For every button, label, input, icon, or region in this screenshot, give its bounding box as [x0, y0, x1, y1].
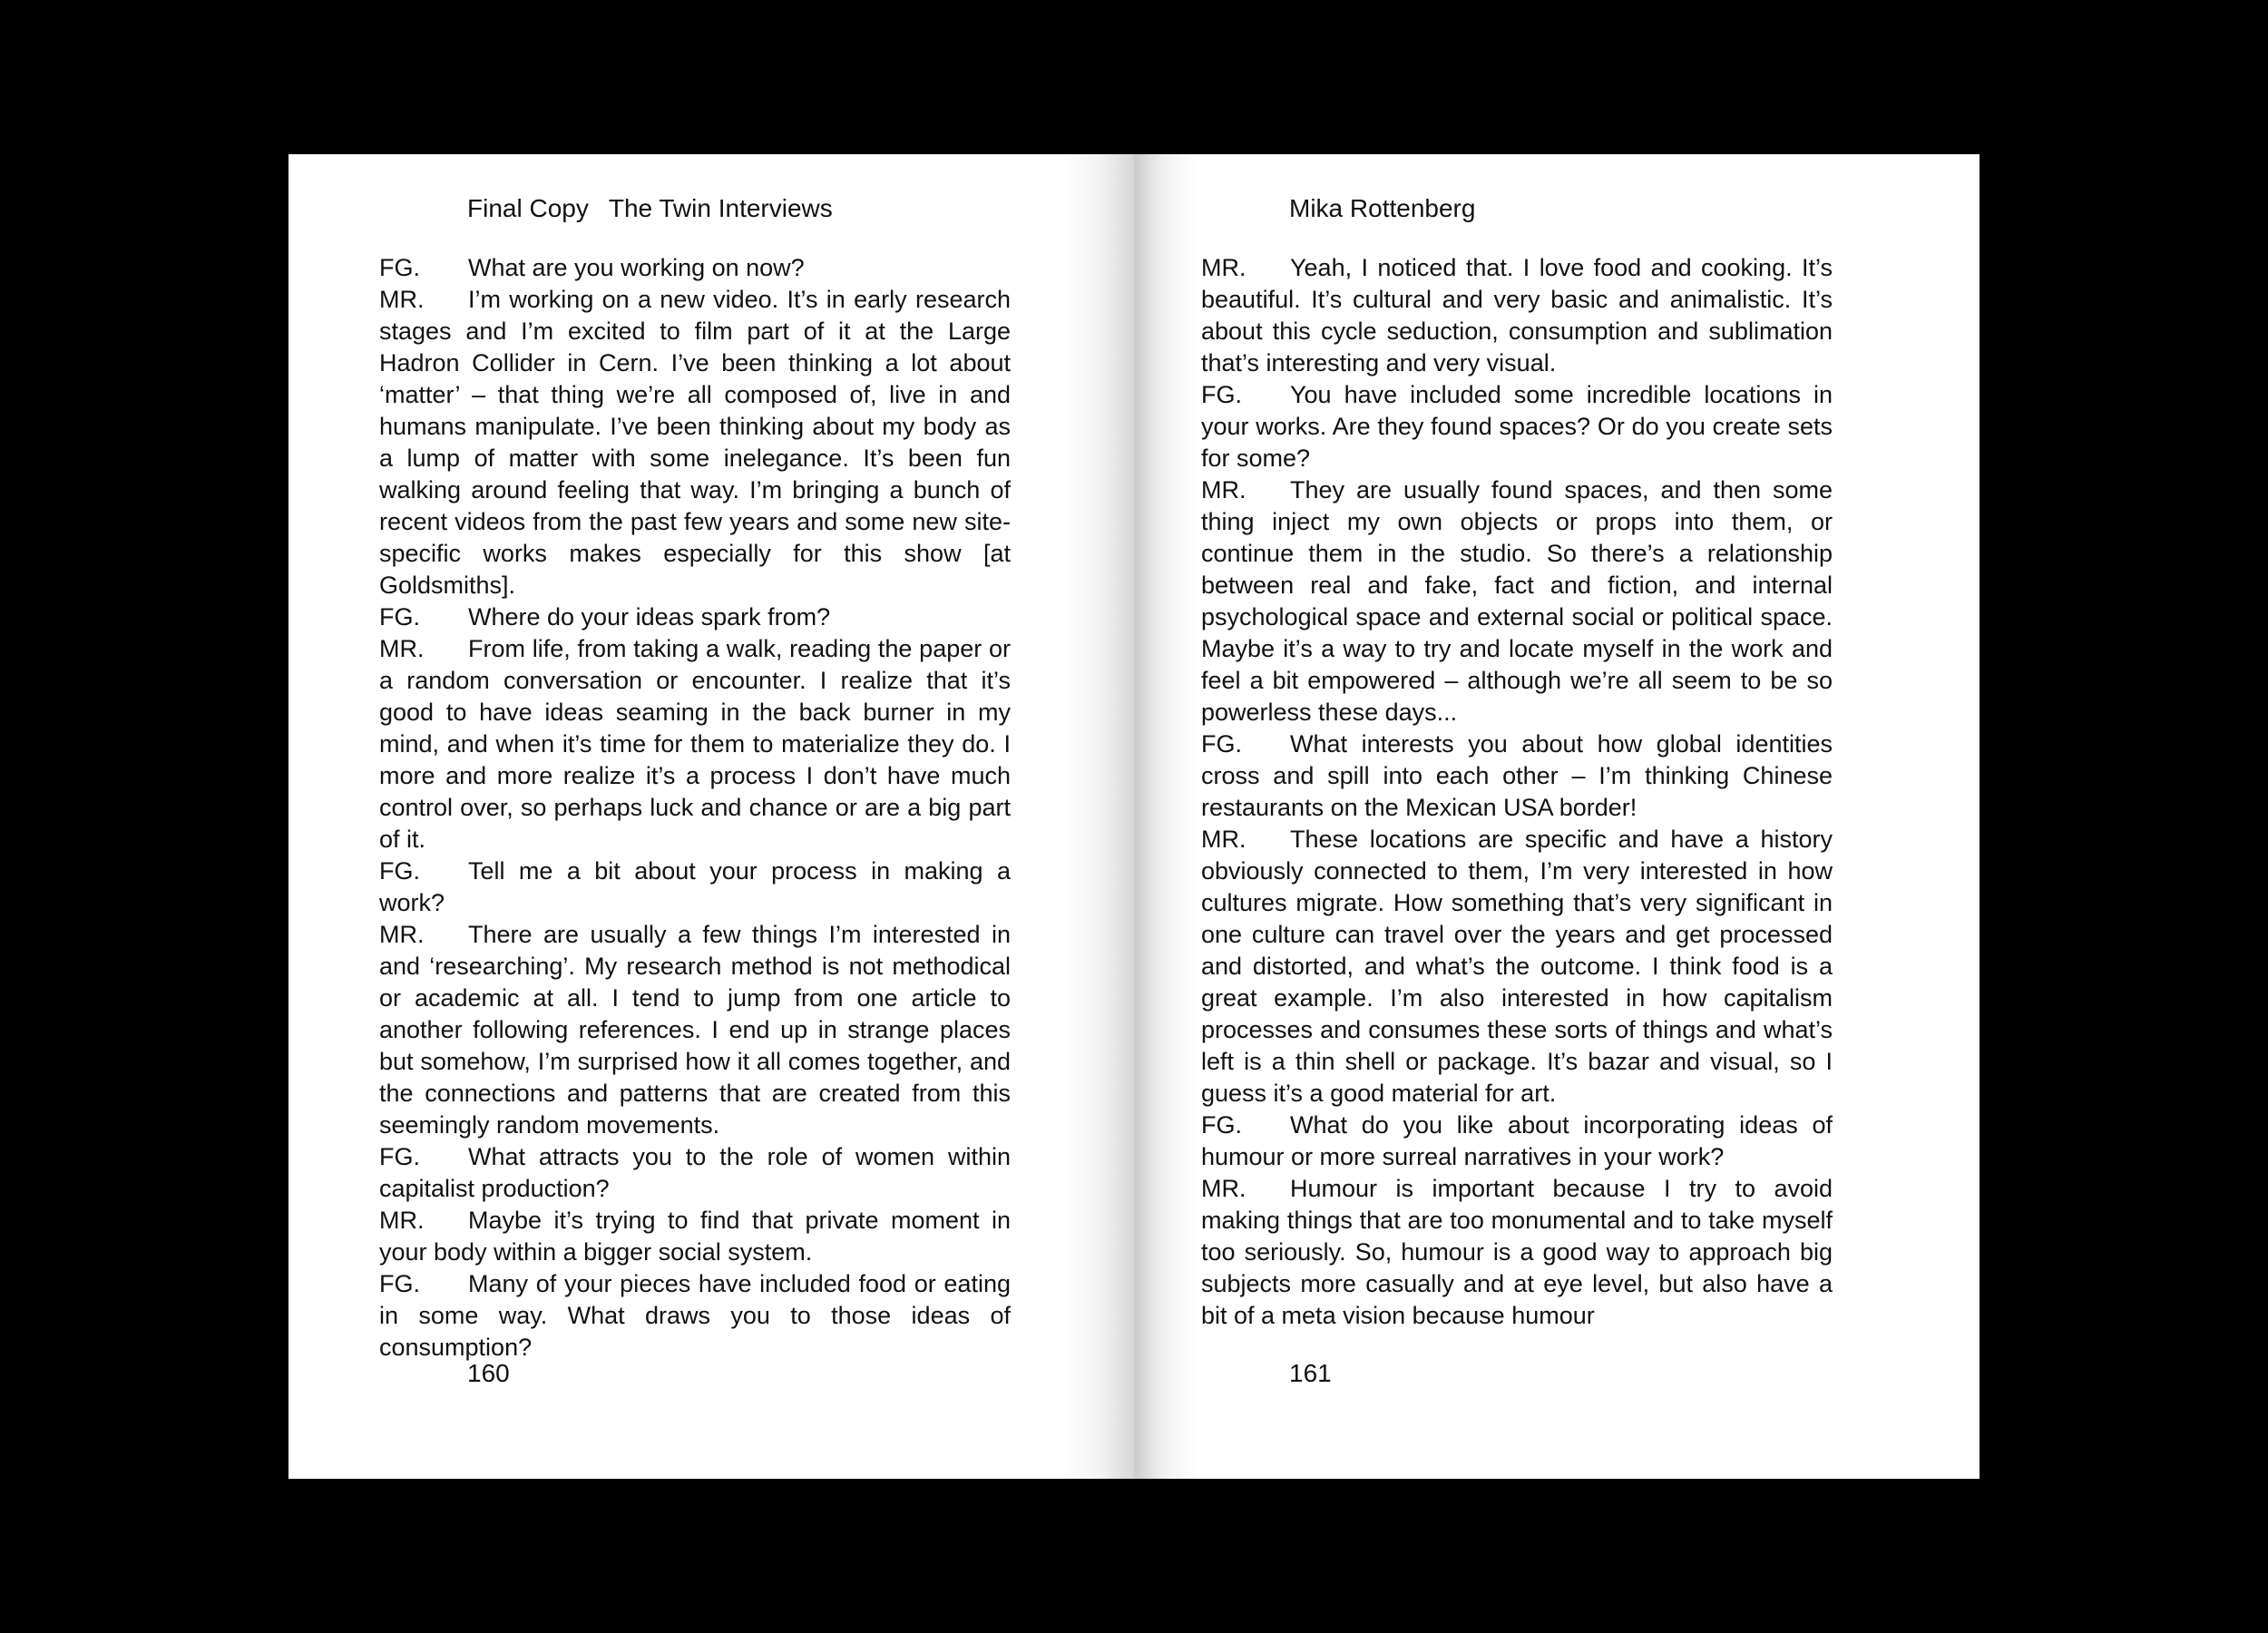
entry-text: What do you like about incorporating ideas of humour or more surreal narratives in your work? [1201, 1111, 1833, 1170]
interview-entry [1201, 1173, 1833, 1332]
entry-text: There are usually a few things I’m interested in and ‘researching’. My research method is not methodical or academic at all. I tend to jump from one article to another following references. I end up in strange places but somehow, I’m surprised how it all comes together, and the connections and patterns that are created from this seemingly random movements. [379, 921, 1011, 1139]
running-head-left [467, 192, 833, 225]
section-title: The Twin Interviews [608, 194, 833, 222]
entry-text: What are you working on now? [468, 254, 805, 281]
interview-entry [379, 284, 1011, 601]
interview-entry [1201, 1110, 1833, 1173]
book-spread [288, 154, 1980, 1479]
interview-text-left [379, 252, 1011, 1364]
running-head-right [1289, 192, 1475, 225]
left-page [288, 154, 1134, 1479]
speaker-label: FG. [1201, 730, 1242, 758]
speaker-label: MR. [1201, 1175, 1246, 1202]
entry-text: They are usually found spaces, and then some thing inject my own objects or props into them, or continue them in the studio. So there’s a relationship between real and fake, fact and fiction, and internal psychological space and external social or political space. Maybe it’s a way to try and locate myself in the work and feel a bit empowered – although we’re all seem to be so powerless these days... [1201, 476, 1833, 726]
entry-text: Yeah, I noticed that. I love food and cooking. It’s beautiful. It’s cultural and very basic and animalistic. It’s about this cycle seduction, consumption and sublimation that’s interesting and very visual. [1201, 254, 1833, 376]
interview-entry [1201, 252, 1833, 379]
entry-text: What attracts you to the role of women within capitalist production? [379, 1143, 1011, 1202]
entry-text: Tell me a bit about your process in making a work? [379, 857, 1011, 916]
speaker-label: MR. [379, 1207, 425, 1234]
interview-entry [379, 633, 1011, 856]
interview-entry [379, 252, 1011, 284]
speaker-label: FG. [379, 254, 420, 281]
speaker-label: MR. [379, 921, 425, 948]
speaker-label: FG. [379, 857, 420, 885]
interview-entry [379, 1141, 1011, 1205]
speaker-label: FG. [379, 1270, 420, 1297]
interview-entry [1201, 474, 1833, 728]
interview-entry [1201, 728, 1833, 824]
entry-text: From life, from taking a walk, reading the paper or a random conversation or encounter. I realize that it’s good to have ideas seaming in the back burner in my mind, and when it’s time for them to materialize they do. I more and more realize it’s a process I don’t have much control over, so perhaps luck and chance or are a big part of it. [379, 635, 1011, 853]
speaker-label: MR. [1201, 826, 1246, 853]
page-number: 161 [1289, 1359, 1332, 1387]
entry-text: I’m working on a new video. It’s in early research stages and I’m excited to film part of it at the Large Hadron Collider in Cern. I’ve been thinking a lot about ‘matter’ – that thing we’re all composed of, live in and humans manipulate. I’ve been thinking about my body as a lump of matter with some inelegance. It’s been fun walking around feeling that way. I’m bringing a bunch of recent videos from the past few years and some new site-specific works makes especially for this show [at Goldsmiths]. [379, 286, 1011, 599]
page-number: 160 [467, 1359, 510, 1387]
interview-entry [379, 601, 1011, 633]
speaker-label: FG. [1201, 1111, 1242, 1139]
interview-entry [1201, 824, 1833, 1110]
entry-text: These locations are specific and have a history obviously connected to them, I’m very interested in how cultures migrate. How something that’s very significant in one culture can travel over the years and get processed and distorted, and what’s the outcome. I think food is a great example. I’m also interested in how capitalism processes and consumes these sorts of things and what’s left is a thin shell or package. It’s bazar and visual, so I guess it’s a good material for art. [1201, 826, 1833, 1107]
interview-entry [379, 919, 1011, 1141]
right-page [1134, 154, 1980, 1479]
entry-text: What interests you about how global identities cross and spill into each other – I’m thinking Chinese restaurants on the Mexican USA border! [1201, 730, 1833, 821]
interview-entry [1201, 379, 1833, 474]
entry-text: Humour is important because I try to avoid making things that are too monumental and to take myself too seriously. So, humour is a good way to approach big subjects more casually and at eye level, but also have a bit of a meta vision because humour [1201, 1175, 1833, 1329]
artist-name: Mika Rottenberg [1289, 194, 1476, 222]
interview-entry [379, 1268, 1011, 1364]
speaker-label: MR. [379, 635, 425, 662]
interview-entry [379, 856, 1011, 919]
speaker-label: MR. [1201, 254, 1246, 281]
interview-entry [379, 1205, 1011, 1268]
entry-text: You have included some incredible locations in your works. Are they found spaces? Or do you create sets for some? [1201, 381, 1833, 472]
entry-text: Maybe it’s trying to find that private moment in your body within a bigger social system. [379, 1207, 1011, 1266]
book-title: Final Copy [467, 194, 589, 222]
speaker-label: FG. [1201, 381, 1242, 408]
entry-text: Where do your ideas spark from? [468, 603, 831, 631]
entry-text: Many of your pieces have included food or eating in some way. What draws you to those ideas of consumption? [379, 1270, 1011, 1361]
speaker-label: FG. [379, 603, 420, 631]
speaker-label: FG. [379, 1143, 420, 1170]
interview-text-right [1201, 252, 1833, 1332]
speaker-label: MR. [1201, 476, 1246, 504]
speaker-label: MR. [379, 286, 425, 313]
